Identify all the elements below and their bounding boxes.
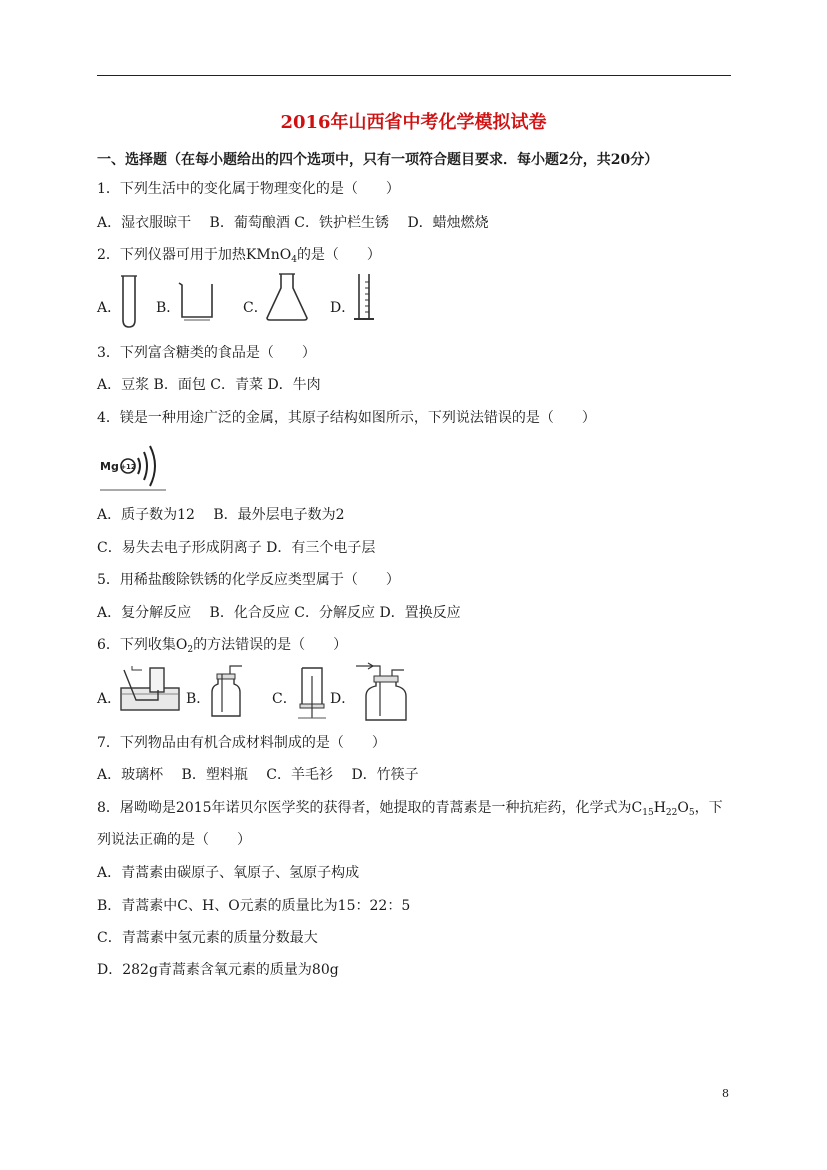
- page-number: 8: [722, 1087, 729, 1100]
- magnesium-atom-diagram: [98, 440, 170, 492]
- element-symbol-label: Mg: [100, 460, 119, 473]
- gas-washing-bottle-image: [352, 662, 412, 724]
- question-8-option-a: A．青蒿素由碳原子、氧原子、氢原子构成: [97, 865, 360, 881]
- question-6-stem: 6．下列收集$O_2$的方法错误的是（ ）: [97, 637, 348, 655]
- q6-option-b-label: B．: [186, 691, 211, 707]
- conical-flask-image: [264, 272, 310, 324]
- nucleus-charge-label: +12: [120, 463, 136, 471]
- question-8-option-d: D．282g青蒿素含氧元素的质量为80g: [97, 962, 339, 978]
- question-8-stem-line-2: 列说法正确的是（ ）: [97, 832, 251, 848]
- inverted-jar-image: [294, 664, 330, 720]
- question-8-stem-line-1: 8．屠呦呦是2015年诺贝尔医学奖的获得者，她提取的青蒿素是一种抗疟药，化学式为$C_{15}H_{22}O_5$，下: [97, 800, 723, 818]
- question-4-options-line-1: A．质子数为12 B．最外层电子数为2: [97, 507, 345, 523]
- q2-option-d-label: D．: [330, 300, 356, 316]
- section-heading: 一、选择题（在每小题给出的四个选项中，只有一项符合题目要求．每小题2分，共20分）: [97, 152, 659, 168]
- question-7-stem: 7．下列物品由有机合成材料制成的是（ ）: [97, 735, 386, 751]
- q6-option-c-label: C．: [272, 691, 297, 707]
- question-8-option-b: B．青蒿素中C、H、O元素的质量比为15：22：5: [97, 898, 411, 914]
- header-rule: [97, 75, 731, 76]
- q6-option-d-label: D．: [330, 691, 356, 707]
- q6-option-a-label: A．: [97, 691, 122, 707]
- question-2-stem: 2．下列仪器可用于加热KMnO$_4$的是（ ）: [97, 247, 381, 265]
- question-8-option-c: C．青蒿素中氢元素的质量分数最大: [97, 930, 318, 946]
- q2-option-a-label: A．: [97, 300, 122, 316]
- question-7-options: A．玻璃杯 B．塑料瓶 C．羊毛衫 D．竹筷子: [97, 767, 419, 783]
- water-displacement-image: [118, 664, 182, 714]
- test-tube-image: [120, 274, 138, 330]
- question-3-stem: 3．下列富含糖类的食品是（ ）: [97, 345, 316, 361]
- upward-displacement-bottle-image: [206, 664, 246, 720]
- question-4-stem: 4．镁是一种用途广泛的金属，其原子结构如图所示，下列说法错误的是（ ）: [97, 410, 596, 426]
- question-1-stem: 1．下列生活中的变化属于物理变化的是（ ）: [97, 181, 400, 197]
- graduated-cylinder-image: [352, 272, 378, 326]
- question-4-options-line-2: C．易失去电子形成阴离子 D．有三个电子层: [97, 540, 376, 556]
- beaker-image: [176, 280, 218, 322]
- question-5-stem: 5．用稀盐酸除铁锈的化学反应类型属于（ ）: [97, 572, 400, 588]
- page-title: 2016年山西省中考化学模拟试卷: [280, 112, 547, 133]
- question-1-options: A．湿衣服晾干 B．葡萄酿酒 C．铁护栏生锈 D．蜡烛燃烧: [97, 215, 489, 231]
- question-5-options: A．复分解反应 B．化合反应 C．分解反应 D．置换反应: [97, 605, 461, 621]
- q2-option-b-label: B．: [156, 300, 181, 316]
- q2-option-c-label: C．: [243, 300, 268, 316]
- question-3-options: A．豆浆 B．面包 C．青菜 D．牛肉: [97, 377, 321, 393]
